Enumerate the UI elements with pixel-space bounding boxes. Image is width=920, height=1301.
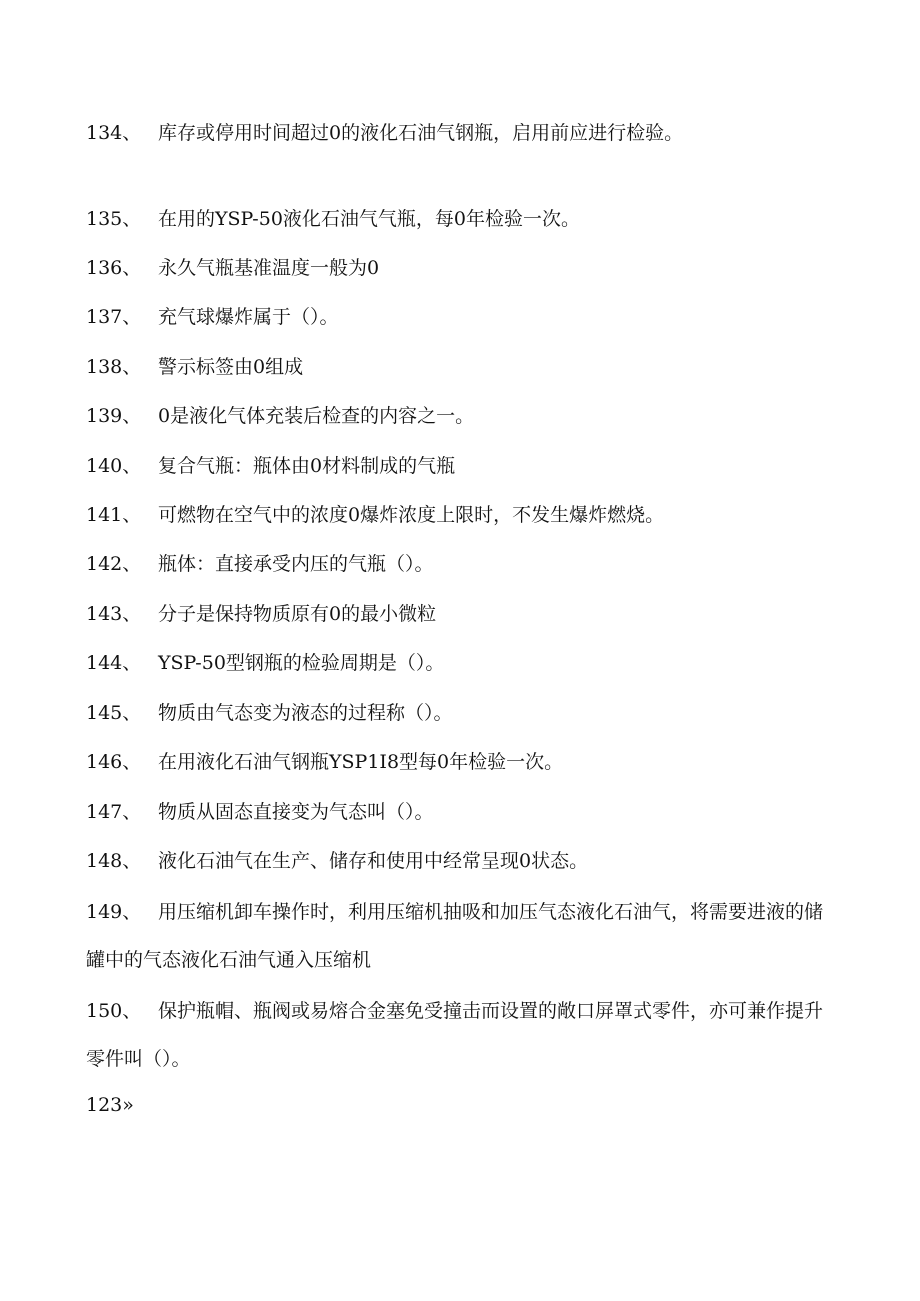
question-text: 瓶体：直接承受内压的气瓶（）。 bbox=[158, 553, 434, 575]
question-137 bbox=[86, 294, 826, 341]
question-146 bbox=[86, 739, 826, 786]
question-text: 可燃物在空气中的浓度0爆炸浓度上限时，不发生爆炸燃烧。 bbox=[158, 504, 665, 526]
page-footer: 123» bbox=[86, 1094, 134, 1116]
question-text: YSP-50型钢瓶的检验周期是（）。 bbox=[158, 652, 445, 674]
question-141 bbox=[86, 492, 826, 539]
question-148 bbox=[86, 838, 826, 885]
question-text: 永久气瓶基准温度一般为0 bbox=[158, 257, 380, 279]
question-number: 147、 bbox=[86, 801, 142, 823]
question-text: 充气球爆炸属于（）。 bbox=[158, 306, 339, 328]
question-147 bbox=[86, 789, 826, 836]
question-number: 148、 bbox=[86, 850, 142, 872]
question-number: 142、 bbox=[86, 553, 142, 575]
question-text: 库存或停用时间超过0的液化石油气钢瓶，启用前应进行检验。 bbox=[158, 122, 684, 144]
question-number: 140、 bbox=[86, 455, 142, 477]
question-140 bbox=[86, 443, 826, 490]
question-text: 物质从固态直接变为气态叫（）。 bbox=[158, 801, 434, 823]
question-142 bbox=[86, 541, 826, 588]
question-text: 在用液化石油气钢瓶YSP1I8型每0年检验一次。 bbox=[158, 751, 564, 773]
question-139 bbox=[86, 393, 826, 440]
question-138 bbox=[86, 344, 826, 391]
question-number: 136、 bbox=[86, 257, 142, 279]
question-text: 保护瓶帽、瓶阀或易熔合金塞免受撞击而设置的敞口屏罩式零件，亦可兼作提升零件叫（）。 bbox=[86, 1000, 824, 1070]
question-149 bbox=[86, 888, 826, 984]
question-number: 150、 bbox=[86, 1000, 142, 1022]
question-text: 复合气瓶：瓶体由0材料制成的气瓶 bbox=[158, 455, 456, 477]
question-number: 149、 bbox=[86, 901, 142, 923]
question-text: 用压缩机卸车操作时，利用压缩机抽吸和加压气态液化石油气，将需要进液的储罐中的气态液化石油气通入压缩机 bbox=[86, 901, 824, 971]
question-144 bbox=[86, 640, 826, 687]
question-number: 139、 bbox=[86, 405, 142, 427]
question-text: 警示标签由0组成 bbox=[158, 356, 304, 378]
question-number: 137、 bbox=[86, 306, 142, 328]
question-number: 138、 bbox=[86, 356, 142, 378]
question-number: 135、 bbox=[86, 208, 142, 230]
question-number: 145、 bbox=[86, 702, 142, 724]
question-135 bbox=[86, 196, 826, 243]
question-number: 141、 bbox=[86, 504, 142, 526]
question-136 bbox=[86, 245, 826, 292]
question-number: 144、 bbox=[86, 652, 142, 674]
question-text: 分子是保持物质原有0的最小微粒 bbox=[158, 603, 437, 625]
question-text: 物质由气态变为液态的过程称（）。 bbox=[158, 702, 453, 724]
question-145 bbox=[86, 690, 826, 737]
question-143 bbox=[86, 591, 826, 638]
question-134 bbox=[86, 110, 826, 157]
question-text: 在用的YSP-50液化石油气气瓶，每0年检验一次。 bbox=[158, 208, 580, 230]
question-text: 0是液化气体充装后检查的内容之一。 bbox=[158, 405, 475, 427]
question-number: 143、 bbox=[86, 603, 142, 625]
question-number: 146、 bbox=[86, 751, 142, 773]
question-number: 134、 bbox=[86, 122, 142, 144]
question-150 bbox=[86, 987, 826, 1083]
question-text: 液化石油气在生产、储存和使用中经常呈现0状态。 bbox=[158, 850, 589, 872]
